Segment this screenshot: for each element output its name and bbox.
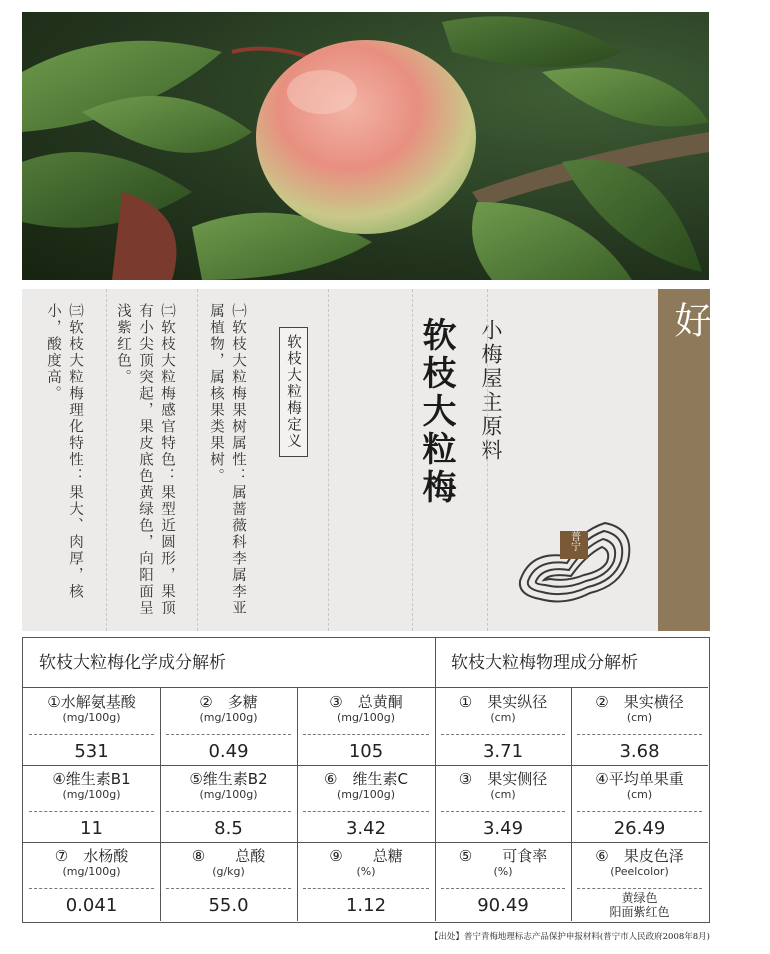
source-note: 【出处】普宁青梅地理标志产品保护申报材料(普宁市人民政府2008年8月)	[429, 932, 710, 942]
dash-line	[29, 734, 154, 735]
definition-item-2: ㈡软枝大粒梅感官特色：果型近圆形，果顶有小尖顶突起，果皮底色黄绿色，向阳面呈浅紫红色。	[115, 303, 175, 617]
cell-unit: (Peelcolor)	[610, 865, 669, 878]
cell-value: 3.42	[345, 818, 387, 839]
chemical-cell	[23, 693, 160, 765]
chemical-cell	[160, 847, 297, 921]
cell-name: ⑧ 总酸	[191, 847, 266, 865]
cell-value: 90.49	[477, 895, 529, 916]
physical-cell	[435, 770, 571, 842]
dash-line	[577, 734, 702, 735]
cell-value: 105	[348, 741, 384, 762]
cell-name: ② 果实横径	[595, 693, 684, 711]
physical-cell	[435, 847, 571, 921]
chemical-cell	[160, 693, 297, 765]
cell-unit: (cm)	[490, 788, 516, 801]
hero-peach-photo	[22, 12, 709, 280]
cell-name: ⑤ 可食率	[458, 847, 548, 865]
puning-map-seal	[510, 511, 640, 611]
peel-color-value: 黄绿色	[621, 891, 658, 905]
cell-name: ⑦ 水杨酸	[54, 847, 129, 865]
product-subtitle: 小梅屋主原料	[479, 319, 503, 463]
chemical-cell	[23, 847, 160, 921]
cell-unit: (cm)	[626, 711, 653, 724]
cell-name: ⑤维生素B2	[189, 770, 268, 788]
cell-value: 0.041	[65, 895, 118, 916]
seal-text: 普宁	[568, 531, 580, 551]
cell-unit: (mg/100g)	[337, 788, 395, 801]
cell-value: 8.5	[214, 818, 243, 839]
slogan-text: 原料好，所以产品好	[668, 301, 765, 629]
definition-item-1: ㈠软枝大粒梅果树属性：属蔷薇科李属李亚属植物，属核果类果树。	[208, 303, 246, 617]
cell-unit: (mg/100g)	[62, 865, 121, 878]
row-divider	[23, 842, 708, 843]
dash-line	[441, 888, 565, 889]
chemical-cell	[160, 770, 297, 842]
chemical-cell	[297, 847, 435, 921]
cell-value: 3.71	[482, 741, 524, 762]
product-title: 软枝大粒梅	[416, 317, 456, 507]
column-divider	[328, 289, 329, 631]
peel-color-value-sunny: 阳面紫红色	[609, 905, 670, 919]
dash-line	[577, 888, 702, 889]
physical-cell	[435, 693, 571, 765]
physical-header: 软枝大粒梅物理成分解析	[435, 638, 708, 688]
cell-unit: (mg/100g)	[337, 711, 395, 724]
cell-name: ① 果实纵径	[458, 693, 548, 711]
cell-unit: (mg/100g)	[199, 711, 258, 724]
analysis-table	[22, 637, 710, 923]
dash-line	[303, 888, 429, 889]
column-divider	[197, 289, 198, 631]
cell-name: ③ 果实侧径	[458, 770, 548, 788]
chemical-header: 软枝大粒梅化学成分解析	[23, 638, 435, 688]
cell-unit: (mg/100g)	[199, 788, 258, 801]
chemical-cell	[23, 770, 160, 842]
cell-name: ①水解氨基酸	[47, 693, 136, 711]
dash-line	[166, 734, 291, 735]
cell-unit: (%)	[493, 865, 513, 878]
cell-name: ③ 总黄酮	[329, 693, 403, 711]
column-divider	[487, 289, 488, 631]
definition-label: 软枝大粒梅定义	[279, 327, 308, 457]
definition-item-3: ㈢软枝大粒梅理化特性：果大、肉厚，核小，酸度高。	[45, 303, 83, 600]
physical-cell	[571, 770, 708, 842]
cell-unit: (mg/100g)	[62, 711, 121, 724]
dash-line	[577, 811, 702, 812]
cell-value: 11	[80, 818, 103, 839]
cell-value: 1.12	[345, 895, 387, 916]
dash-line	[166, 811, 291, 812]
cell-unit: (%)	[356, 865, 376, 878]
cell-value: 55.0	[208, 895, 249, 916]
cell-value: 531	[74, 741, 109, 762]
cell-value: 26.49	[613, 818, 666, 839]
dash-line	[303, 811, 429, 812]
row-divider	[23, 765, 708, 766]
column-divider	[106, 289, 107, 631]
definition-panel	[22, 289, 658, 631]
cell-unit: (mg/100g)	[62, 788, 121, 801]
dash-line	[29, 888, 154, 889]
cell-name: ④维生素B1	[52, 770, 131, 788]
chemical-cell	[297, 693, 435, 765]
dash-line	[29, 811, 154, 812]
cell-value: 3.68	[619, 741, 660, 762]
dash-line	[166, 888, 291, 889]
cell-unit: (g/kg)	[212, 865, 245, 878]
cell-value: 3.49	[482, 818, 524, 839]
cell-name: ⑨ 总糖	[329, 847, 403, 865]
cell-unit: (cm)	[626, 788, 653, 801]
cell-name: ② 多糖	[199, 693, 258, 711]
physical-cell	[571, 847, 708, 921]
cell-unit: (cm)	[490, 711, 516, 724]
cell-name: ⑥ 果皮色泽	[595, 847, 684, 865]
chemical-cell	[297, 770, 435, 842]
cell-value	[571, 891, 708, 919]
cell-name: ⑥ 维生素C	[324, 770, 408, 788]
cell-value: 0.49	[208, 741, 249, 762]
slogan-bar	[658, 289, 765, 631]
physical-cell	[571, 693, 708, 765]
cell-name: ④平均单果重	[595, 770, 684, 788]
dash-line	[441, 811, 565, 812]
dash-line	[441, 734, 565, 735]
dash-line	[303, 734, 429, 735]
